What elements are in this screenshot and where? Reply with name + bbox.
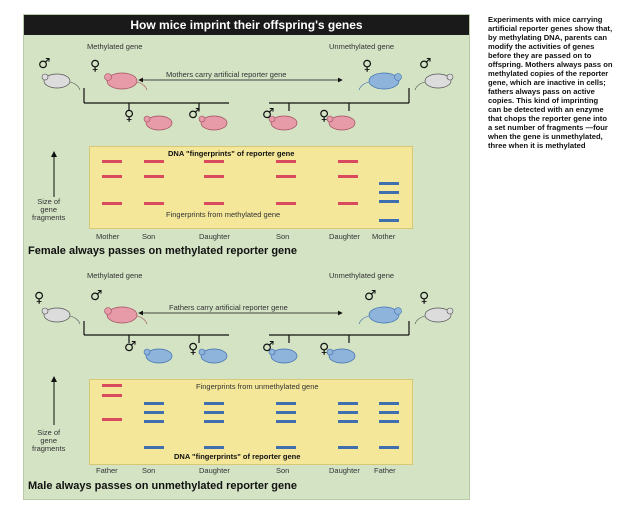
male-symbol: ♂ <box>419 56 432 72</box>
figure <box>23 14 470 500</box>
fingerprint-panel-bottom <box>89 379 413 465</box>
column-label: Daughter <box>199 466 230 475</box>
mouse-methylated-top-mother <box>105 73 148 90</box>
column-label: Daughter <box>329 232 360 241</box>
female-symbol: ♀ <box>319 341 330 357</box>
caption-top: Female always passes on methylated reporter gene <box>28 245 298 257</box>
mouse-wild-top-left <box>42 74 80 90</box>
carry-label: Fathers carry artificial reporter gene <box>169 303 288 312</box>
fingerprint-from-label: Fingerprints from methylated gene <box>166 210 281 219</box>
band-methylated <box>102 175 122 178</box>
band-methylated <box>338 175 358 178</box>
band-unmethylated <box>379 402 399 405</box>
band-methylated <box>276 202 296 205</box>
female-symbol: ♀ <box>90 58 101 74</box>
band-methylated <box>338 160 358 163</box>
male-symbol: ♂ <box>364 288 377 304</box>
band-unmethylated <box>379 446 399 449</box>
female-symbol: ♀ <box>34 290 45 306</box>
mouse-offspring-bottom-2 <box>199 349 227 363</box>
band-methylated <box>144 160 164 163</box>
carry-label: Mothers carry artificial reporter gene <box>166 70 287 79</box>
column-label: Father <box>374 466 396 475</box>
band-methylated <box>102 418 122 421</box>
sidebar-caption: Experiments with mice carrying artificial reporter genes show that, by methylating DNA, parents can modify the activities of genes before they are passed on to offspring. Mothers always pass on methylated copies of the reporter gene, which are inactive in cells; fathers always pass on active copies. This kind of imprinting can be detected with an enzyme that chops the reporter gene into a set number of fragments —four when the gene is unmethylated, three when it is methylated <box>488 15 613 150</box>
band-unmethylated <box>204 420 224 423</box>
band-methylated <box>102 394 122 397</box>
fingerprint-title: DNA "fingerprints" of reporter gene <box>174 452 301 461</box>
band-unmethylated <box>144 411 164 414</box>
male-symbol: ♂ <box>188 106 201 122</box>
column-label: Son <box>276 232 290 241</box>
band-unmethylated <box>144 420 164 423</box>
male-symbol: ♂ <box>262 106 275 122</box>
mouse-offspring-bottom-4 <box>327 349 355 363</box>
band-methylated <box>102 202 122 205</box>
mouse-wild-bottom-right <box>415 308 453 324</box>
column-label: Daughter <box>199 232 230 241</box>
methylated-gene-label: Methylated gene <box>87 42 143 51</box>
band-unmethylated <box>144 446 164 449</box>
mouse-methylated-bottom-father <box>105 307 148 324</box>
band-unmethylated <box>379 219 399 222</box>
band-unmethylated <box>379 182 399 185</box>
female-symbol: ♀ <box>419 290 430 306</box>
size-label-bottom: Size of gene fragments <box>32 428 66 453</box>
male-symbol: ♂ <box>262 339 275 355</box>
band-methylated <box>204 202 224 205</box>
band-methylated <box>338 202 358 205</box>
band-unmethylated <box>379 191 399 194</box>
band-unmethylated <box>338 411 358 414</box>
female-symbol: ♀ <box>319 108 330 124</box>
band-methylated <box>102 384 122 387</box>
fingerprint-from-label: Fingerprints from unmethylated gene <box>196 382 319 391</box>
unmethylated-gene-label: Unmethylated gene <box>329 271 395 280</box>
figure-title: How mice imprint their offspring's genes <box>24 15 469 35</box>
mouse-offspring-bottom-1 <box>144 349 172 363</box>
methylated-gene-label: Methylated gene <box>87 271 143 280</box>
band-unmethylated <box>204 446 224 449</box>
band-methylated <box>144 202 164 205</box>
band-methylated <box>144 175 164 178</box>
female-symbol: ♀ <box>124 108 135 124</box>
band-methylated <box>204 175 224 178</box>
mouse-offspring-top-4 <box>327 116 355 130</box>
male-symbol: ♂ <box>38 56 51 72</box>
column-label: Father <box>96 466 118 475</box>
band-methylated <box>204 160 224 163</box>
band-unmethylated <box>338 402 358 405</box>
male-symbol: ♂ <box>90 288 103 304</box>
band-unmethylated <box>204 402 224 405</box>
column-label: Mother <box>372 232 396 241</box>
mouse-unmethylated-bottom-father <box>359 307 402 324</box>
band-unmethylated <box>379 411 399 414</box>
band-methylated <box>102 160 122 163</box>
column-label: Son <box>276 466 290 475</box>
band-unmethylated <box>204 411 224 414</box>
band-unmethylated <box>276 411 296 414</box>
band-unmethylated <box>338 420 358 423</box>
column-label: Mother <box>96 232 120 241</box>
band-unmethylated <box>379 420 399 423</box>
column-label: Son <box>142 232 156 241</box>
column-label: Daughter <box>329 466 360 475</box>
mouse-wild-bottom-left <box>42 308 80 324</box>
band-unmethylated <box>338 446 358 449</box>
band-methylated <box>276 175 296 178</box>
fingerprint-panel-top <box>89 146 413 229</box>
female-symbol: ♀ <box>188 341 199 357</box>
band-methylated <box>276 160 296 163</box>
band-unmethylated <box>276 446 296 449</box>
mouse-wild-top-right <box>415 74 453 90</box>
fingerprint-title: DNA "fingerprints" of reporter gene <box>168 149 295 158</box>
male-symbol: ♂ <box>124 339 137 355</box>
band-unmethylated <box>144 402 164 405</box>
mouse-offspring-top-1 <box>144 116 172 130</box>
female-symbol: ♀ <box>362 58 373 74</box>
mouse-unmethylated-top-father <box>359 73 402 90</box>
band-unmethylated <box>379 200 399 203</box>
band-unmethylated <box>276 420 296 423</box>
mouse-offspring-top-2 <box>199 116 227 130</box>
band-unmethylated <box>276 402 296 405</box>
unmethylated-gene-label: Unmethylated gene <box>329 42 395 51</box>
column-label: Son <box>142 466 156 475</box>
size-label-top: Size of gene fragments <box>32 197 66 222</box>
caption-bottom: Male always passes on unmethylated reporter gene <box>28 480 297 492</box>
